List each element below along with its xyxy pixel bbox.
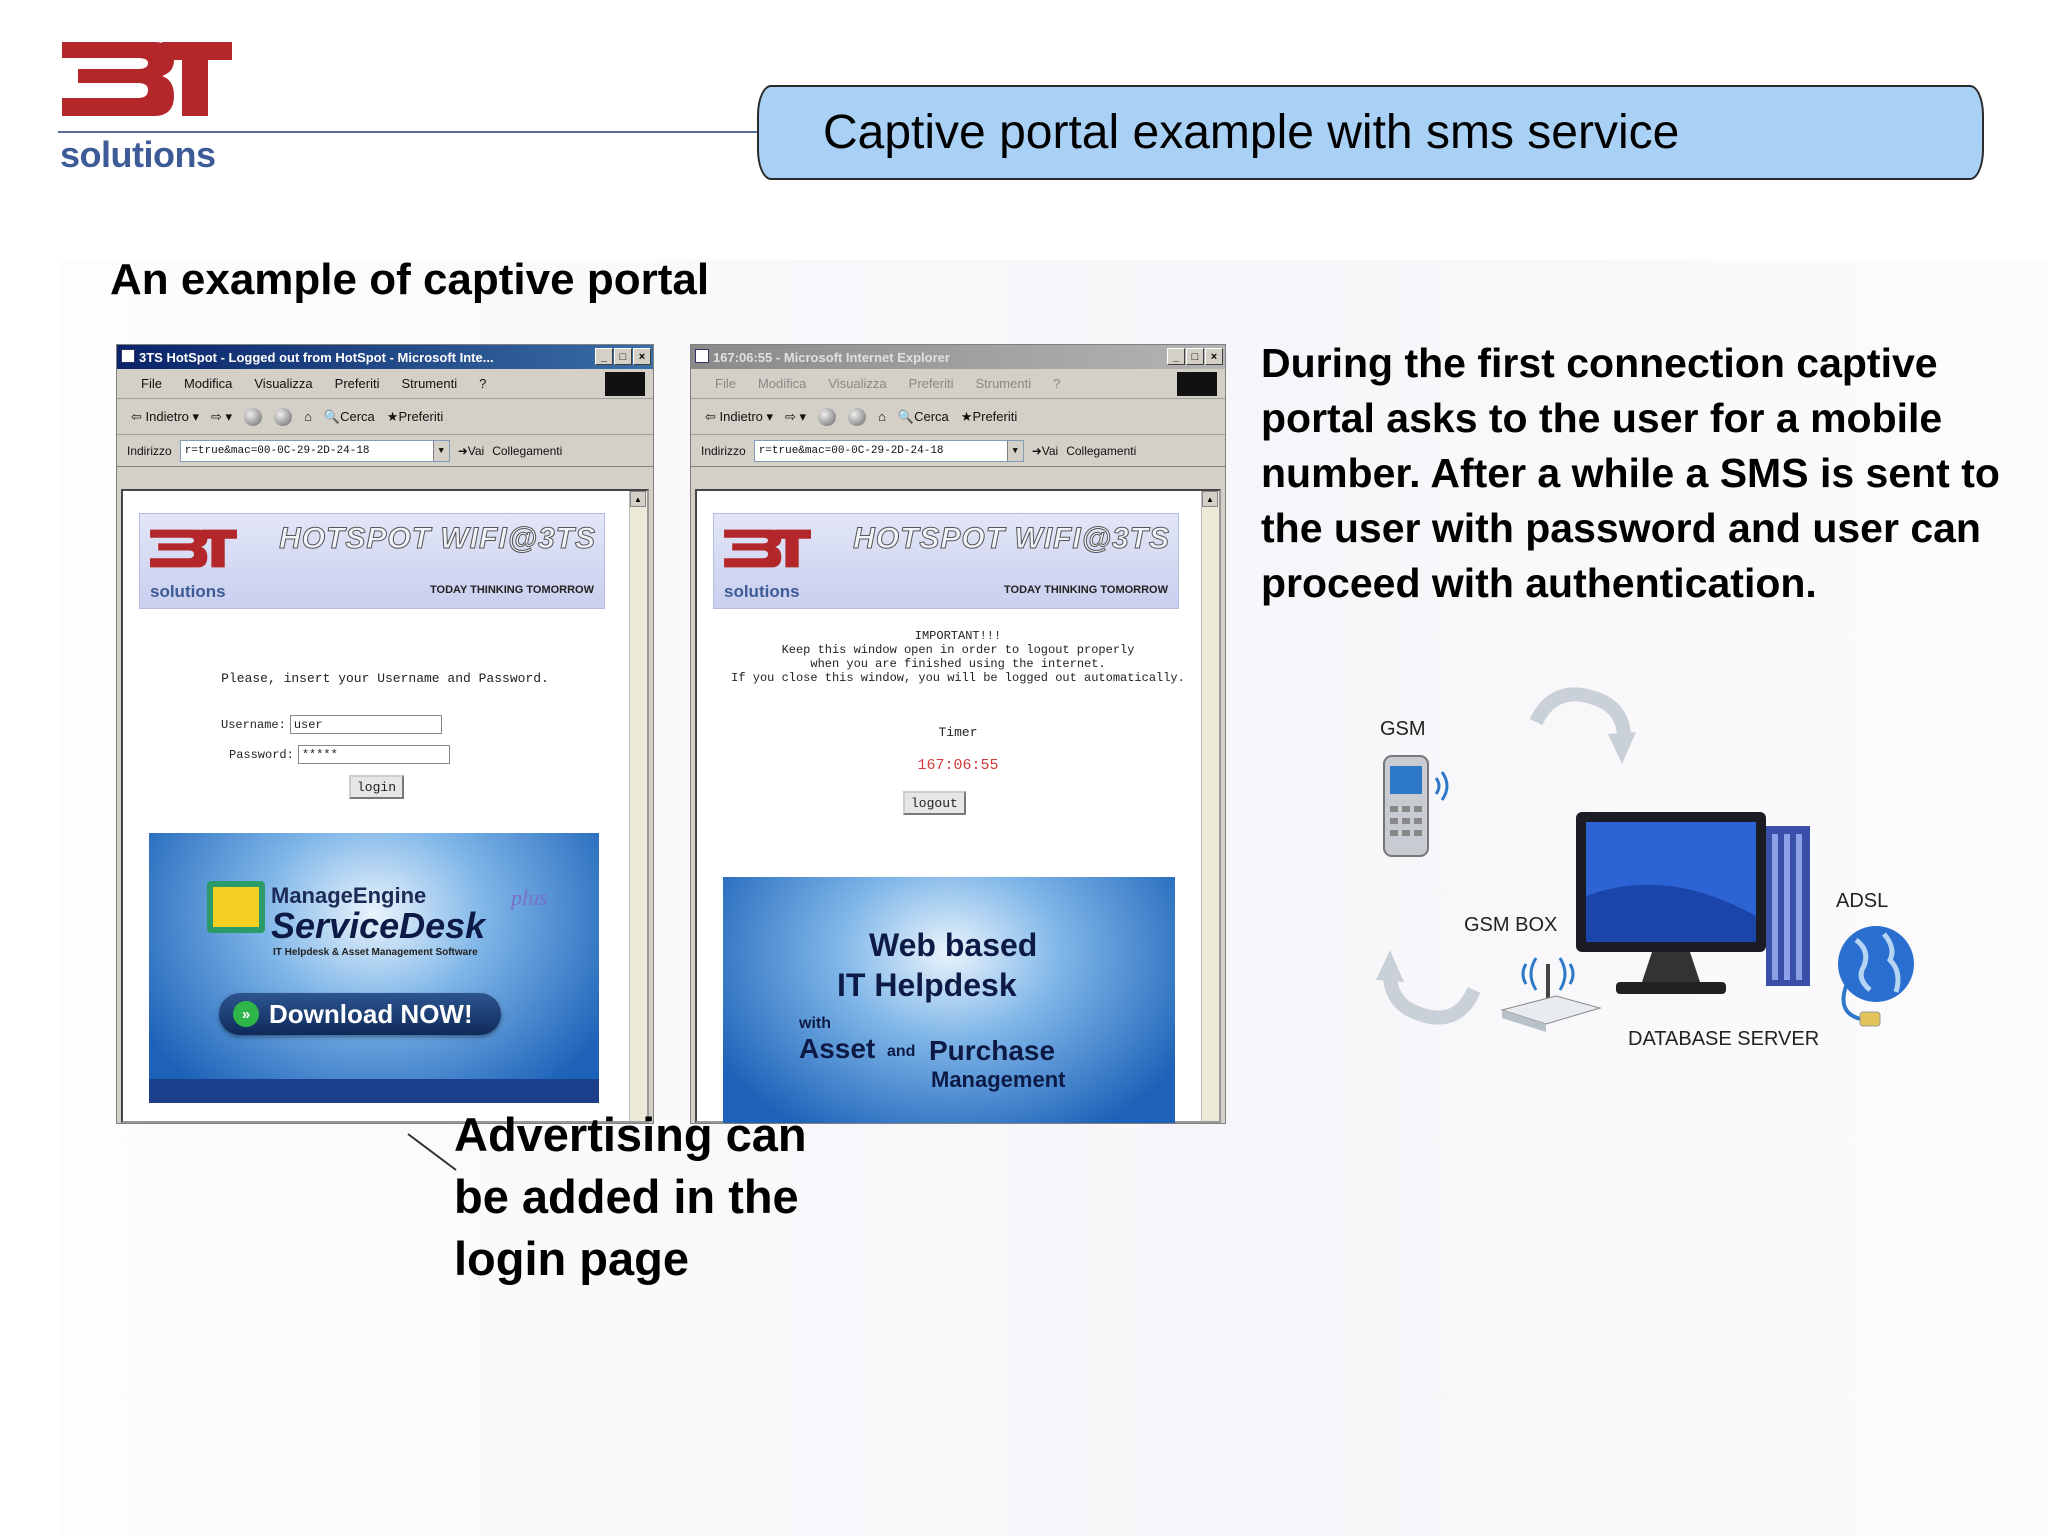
back-button[interactable]: ⇦ Indietro ▾ bbox=[705, 408, 774, 424]
maximize-button[interactable]: □ bbox=[1186, 348, 1204, 365]
slide-title: Captive portal example with sms service bbox=[823, 106, 1680, 159]
gsm-router-icon bbox=[1496, 944, 1606, 1034]
important-heading: IMPORTANT!!! bbox=[914, 629, 1002, 643]
banner-title: HOTSPOT WIFI@3TS bbox=[279, 522, 596, 555]
scroll-up-icon[interactable]: ▲ bbox=[630, 491, 646, 507]
logo-text: solutions bbox=[60, 134, 216, 175]
search-label: Cerca bbox=[914, 408, 949, 424]
notice-line-1: Keep this window open in order to logout properly bbox=[781, 643, 1135, 657]
chevron-down-icon[interactable]: ▼ bbox=[1007, 441, 1023, 461]
chevron-down-icon[interactable]: ▼ bbox=[433, 441, 449, 461]
advertising-banner[interactable] bbox=[149, 833, 599, 1103]
close-button[interactable]: × bbox=[1205, 348, 1223, 365]
menu-strumenti[interactable]: Strumenti bbox=[401, 376, 458, 391]
refresh-icon[interactable] bbox=[848, 408, 866, 426]
browser-window-timer bbox=[690, 344, 1226, 1124]
3t-logo-icon bbox=[58, 36, 234, 120]
menu-file[interactable]: File bbox=[715, 376, 736, 391]
menu-file[interactable]: File bbox=[141, 376, 162, 391]
browser-window-login bbox=[116, 344, 654, 1124]
ie-icon bbox=[695, 349, 709, 363]
toolbar bbox=[117, 399, 653, 435]
notice-line-3: If you close this window, you will be logged out automatically. bbox=[731, 671, 1185, 685]
go-label: Vai bbox=[1041, 443, 1059, 458]
title-box bbox=[757, 85, 1984, 180]
menu-visualizza[interactable]: Visualizza bbox=[828, 376, 887, 391]
description-text: During the first connection captive portal asks to the user for a mobile number. After a while a SMS is sent to the user with password and user can proceed with authentication. bbox=[1261, 340, 2000, 606]
mobile-phone-icon bbox=[1378, 752, 1458, 862]
favorites-button[interactable]: ★Preferiti bbox=[386, 408, 444, 424]
menu-bar bbox=[691, 369, 1225, 399]
page-content bbox=[121, 489, 649, 1123]
window-titlebar bbox=[691, 345, 1225, 369]
search-button[interactable]: 🔍Cerca bbox=[323, 408, 375, 424]
menu-modifica[interactable]: Modifica bbox=[183, 376, 233, 391]
back-label: Indietro bbox=[719, 408, 763, 424]
ad-management: Management bbox=[931, 1067, 1066, 1092]
banner-title: HOTSPOT WIFI@3TS bbox=[853, 522, 1170, 555]
banner-tagline: TODAY THINKING TOMORROW bbox=[1004, 584, 1168, 596]
username-row bbox=[221, 715, 442, 734]
back-button[interactable]: ⇦ Indietro ▾ bbox=[131, 408, 200, 424]
ad-plus: plus bbox=[511, 885, 548, 910]
3t-logo-icon bbox=[722, 526, 812, 570]
favorites-label: Preferiti bbox=[972, 408, 1018, 424]
forward-button[interactable]: ⇨ ▾ bbox=[211, 408, 233, 424]
close-button[interactable]: × bbox=[633, 348, 651, 365]
password-row bbox=[229, 745, 450, 764]
3t-logo-icon bbox=[148, 526, 238, 570]
window-title: 3TS HotSpot - Logged out from HotSpot - Microsoft Inte... bbox=[139, 349, 494, 365]
menu-help[interactable]: ? bbox=[479, 376, 487, 391]
ad-line-2: IT Helpdesk bbox=[837, 967, 1017, 1003]
gsm-box-label: GSM BOX bbox=[1464, 914, 1558, 936]
ad-and: and bbox=[887, 1043, 916, 1060]
menu-visualizza[interactable]: Visualizza bbox=[254, 376, 313, 391]
window-titlebar bbox=[117, 345, 653, 369]
ad-purchase: Purchase bbox=[929, 1035, 1056, 1066]
banner-logo-text: solutions bbox=[150, 582, 226, 601]
username-label: Username: bbox=[221, 717, 286, 732]
address-value: r=true&mac=00-0C-29-2D-24-18 bbox=[758, 444, 944, 457]
login-prompt: Please, insert your Username and Password. bbox=[221, 671, 549, 686]
ad-brand-small: ManageEngine bbox=[271, 883, 427, 908]
address-label: Indirizzo bbox=[701, 443, 746, 458]
vertical-scrollbar[interactable] bbox=[1201, 491, 1219, 1121]
sync-arrow-bottom-icon bbox=[1376, 940, 1486, 1030]
go-button[interactable]: ➜Vai bbox=[457, 443, 485, 458]
go-label: Vai bbox=[467, 443, 485, 458]
menu-modifica[interactable]: Modifica bbox=[757, 376, 807, 391]
menu-strumenti[interactable]: Strumenti bbox=[975, 376, 1032, 391]
download-button[interactable] bbox=[219, 993, 501, 1035]
address-bar bbox=[691, 435, 1225, 467]
ad-brand-big: ServiceDesk bbox=[271, 905, 486, 946]
stop-icon[interactable] bbox=[244, 408, 262, 426]
password-label: Password: bbox=[229, 747, 294, 762]
forward-button[interactable]: ⇨ ▾ bbox=[785, 408, 807, 424]
favorites-label: Preferiti bbox=[398, 408, 444, 424]
sync-arrow-top-icon bbox=[1526, 682, 1636, 772]
menu-bar bbox=[117, 369, 653, 399]
hotspot-banner bbox=[139, 513, 605, 609]
menu-help[interactable]: ? bbox=[1053, 376, 1061, 391]
adsl-label: ADSL bbox=[1836, 890, 1889, 912]
logout-button[interactable]: logout bbox=[903, 791, 966, 815]
links-label[interactable]: Collegamenti bbox=[492, 443, 563, 458]
favorites-button[interactable]: ★Preferiti bbox=[960, 408, 1018, 424]
login-button[interactable]: login bbox=[349, 775, 404, 799]
menu-preferiti[interactable]: Preferiti bbox=[908, 376, 954, 391]
maximize-button[interactable]: □ bbox=[614, 348, 632, 365]
go-button[interactable]: ➜Vai bbox=[1031, 443, 1059, 458]
vertical-scrollbar[interactable] bbox=[629, 491, 647, 1121]
home-icon[interactable]: ⌂ bbox=[878, 409, 886, 424]
notice-line-2: when you are finished using the internet. bbox=[810, 657, 1106, 671]
section-heading: An example of captive portal bbox=[110, 255, 710, 304]
advertising-caption: Advertising can be added in the login page bbox=[454, 1108, 807, 1285]
network-diagram bbox=[1356, 682, 1936, 1092]
hotspot-banner bbox=[713, 513, 1179, 609]
manageengine-logo-icon bbox=[207, 881, 265, 933]
minimize-button[interactable]: _ bbox=[595, 348, 613, 365]
password-input[interactable]: ***** bbox=[298, 745, 450, 764]
home-icon[interactable]: ⌂ bbox=[304, 409, 312, 424]
menu-preferiti[interactable]: Preferiti bbox=[334, 376, 380, 391]
address-input[interactable] bbox=[754, 440, 1024, 462]
ie-icon bbox=[121, 349, 135, 363]
ad-line-1: Web based bbox=[869, 927, 1038, 963]
windows-flag-icon bbox=[605, 372, 645, 396]
address-input[interactable] bbox=[180, 440, 450, 462]
refresh-icon[interactable] bbox=[274, 408, 292, 426]
gsm-label: GSM bbox=[1380, 718, 1426, 740]
banner-logo-text: solutions bbox=[724, 582, 800, 601]
address-label: Indirizzo bbox=[127, 443, 172, 458]
globe-internet-icon bbox=[1826, 920, 1926, 1030]
toolbar bbox=[691, 399, 1225, 435]
ad-subtitle: IT Helpdesk & Asset Management Software bbox=[273, 947, 478, 958]
download-label: Download NOW! bbox=[269, 998, 473, 1029]
address-bar bbox=[117, 435, 653, 467]
windows-flag-icon bbox=[1177, 372, 1217, 396]
window-title: 167:06:55 - Microsoft Internet Explorer bbox=[713, 349, 950, 365]
address-value: r=true&mac=00-0C-29-2D-24-18 bbox=[184, 444, 370, 457]
minimize-button[interactable]: _ bbox=[1167, 348, 1185, 365]
back-label: Indietro bbox=[145, 408, 189, 424]
header-rule bbox=[58, 131, 758, 133]
search-button[interactable]: 🔍Cerca bbox=[897, 408, 949, 424]
timer-label: Timer bbox=[938, 725, 978, 740]
ad-asset: Asset bbox=[799, 1033, 876, 1064]
timer-value: 167:06:55 bbox=[917, 757, 999, 774]
links-label[interactable]: Collegamenti bbox=[1066, 443, 1137, 458]
scroll-up-icon[interactable]: ▲ bbox=[1202, 491, 1218, 507]
download-arrow-icon: » bbox=[233, 1001, 259, 1027]
banner-tagline: TODAY THINKING TOMORROW bbox=[430, 584, 594, 596]
search-label: Cerca bbox=[340, 408, 375, 424]
stop-icon[interactable] bbox=[818, 408, 836, 426]
ad-footer bbox=[149, 1079, 599, 1103]
username-input[interactable]: user bbox=[290, 715, 442, 734]
advertising-banner[interactable] bbox=[723, 877, 1175, 1124]
ad-with: with bbox=[799, 1015, 831, 1032]
page-content bbox=[695, 489, 1221, 1123]
database-server-label: DATABASE SERVER bbox=[1628, 1028, 1820, 1050]
